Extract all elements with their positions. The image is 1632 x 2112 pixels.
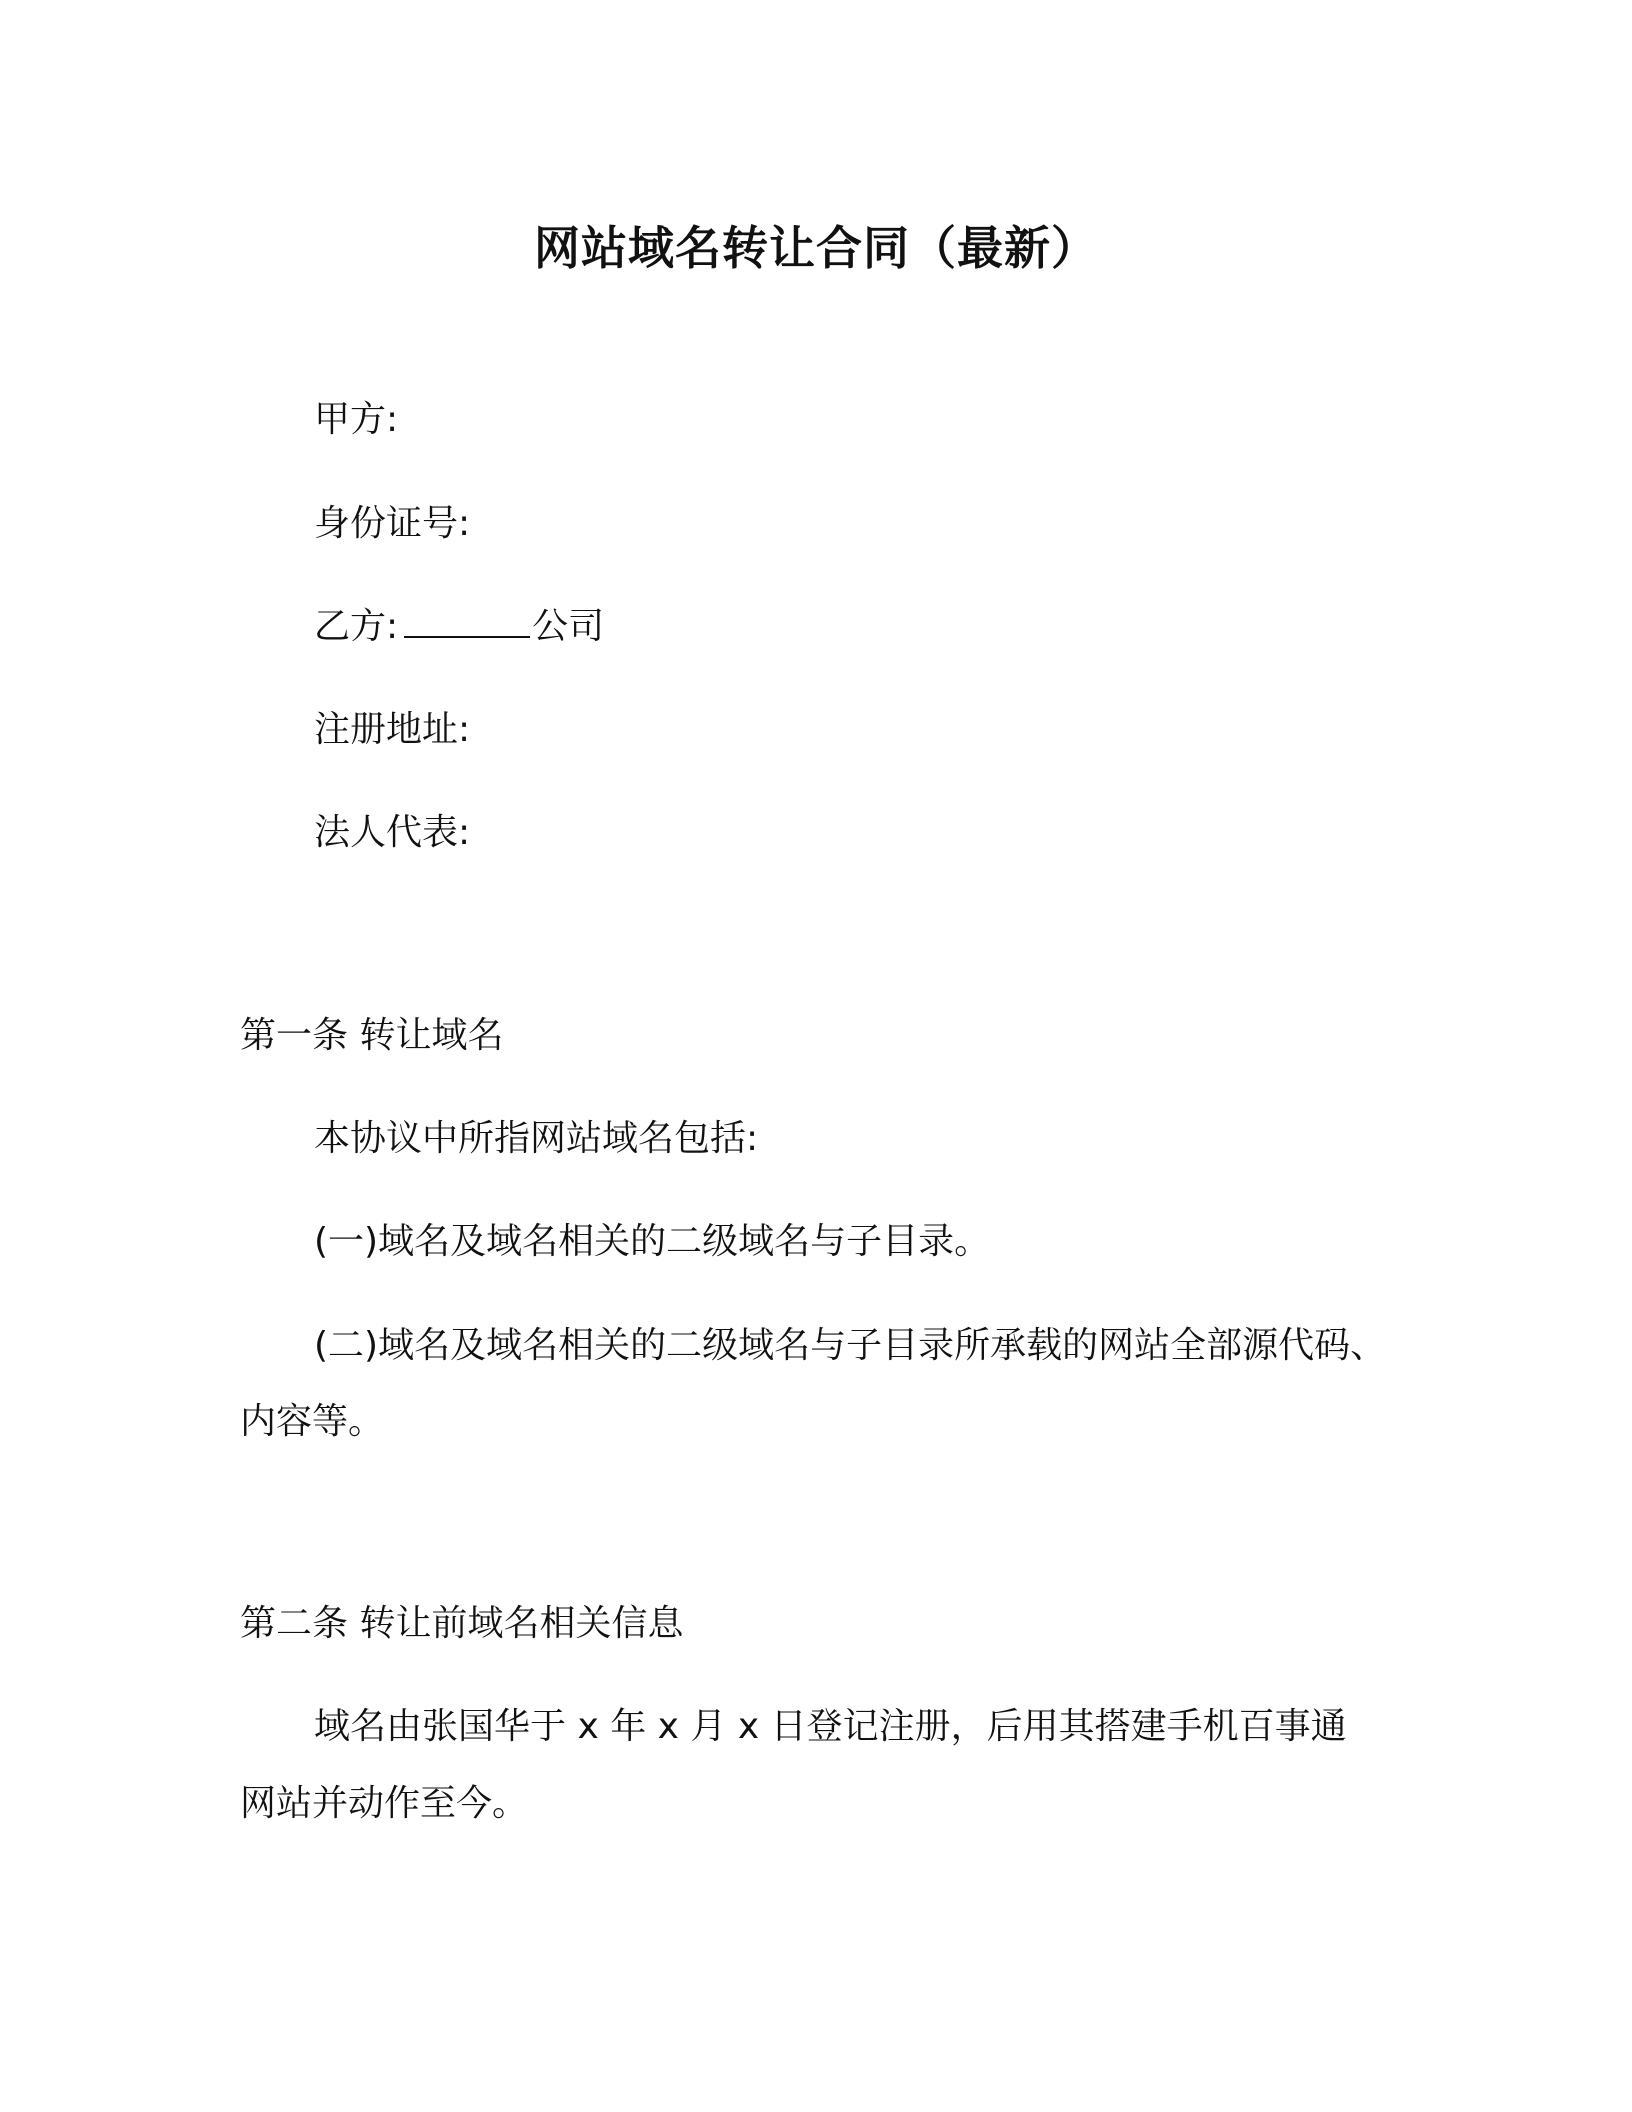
legal-representative-label: 法人代表: <box>314 812 471 853</box>
article2-heading: 第二条 转让前域名相关信息 <box>240 1603 684 1644</box>
article2-para-line2: 网站并动作至今。 <box>240 1783 529 1824</box>
id-number-label: 身份证号: <box>314 503 471 544</box>
article2-para-line1: 域名由张国华于 x 年 x 月 x 日登记注册，后用其搭建手机百事通 <box>314 1706 1347 1747</box>
article1-item2-line1: (二)域名及域名相关的二级域名与子目录所承载的网站全部源代码、 <box>314 1325 1387 1366</box>
party-b-line <box>314 603 604 651</box>
article1-item1: (一)域名及域名相关的二级域名与子目录。 <box>314 1221 991 1262</box>
registered-address-label: 注册地址: <box>314 709 471 750</box>
document-title: 网站域名转让合同（最新） <box>534 221 1098 275</box>
party-b-company-suffix: 公司 <box>532 606 605 647</box>
party-b-blank-underline <box>404 606 530 638</box>
article1-heading: 第一条 转让域名 <box>240 1015 504 1056</box>
article1-intro: 本协议中所指网站域名包括: <box>314 1118 759 1159</box>
party-a-label: 甲方: <box>314 399 399 440</box>
party-b-label: 乙方: <box>314 606 399 647</box>
article1-item2-line2: 内容等。 <box>240 1401 385 1442</box>
